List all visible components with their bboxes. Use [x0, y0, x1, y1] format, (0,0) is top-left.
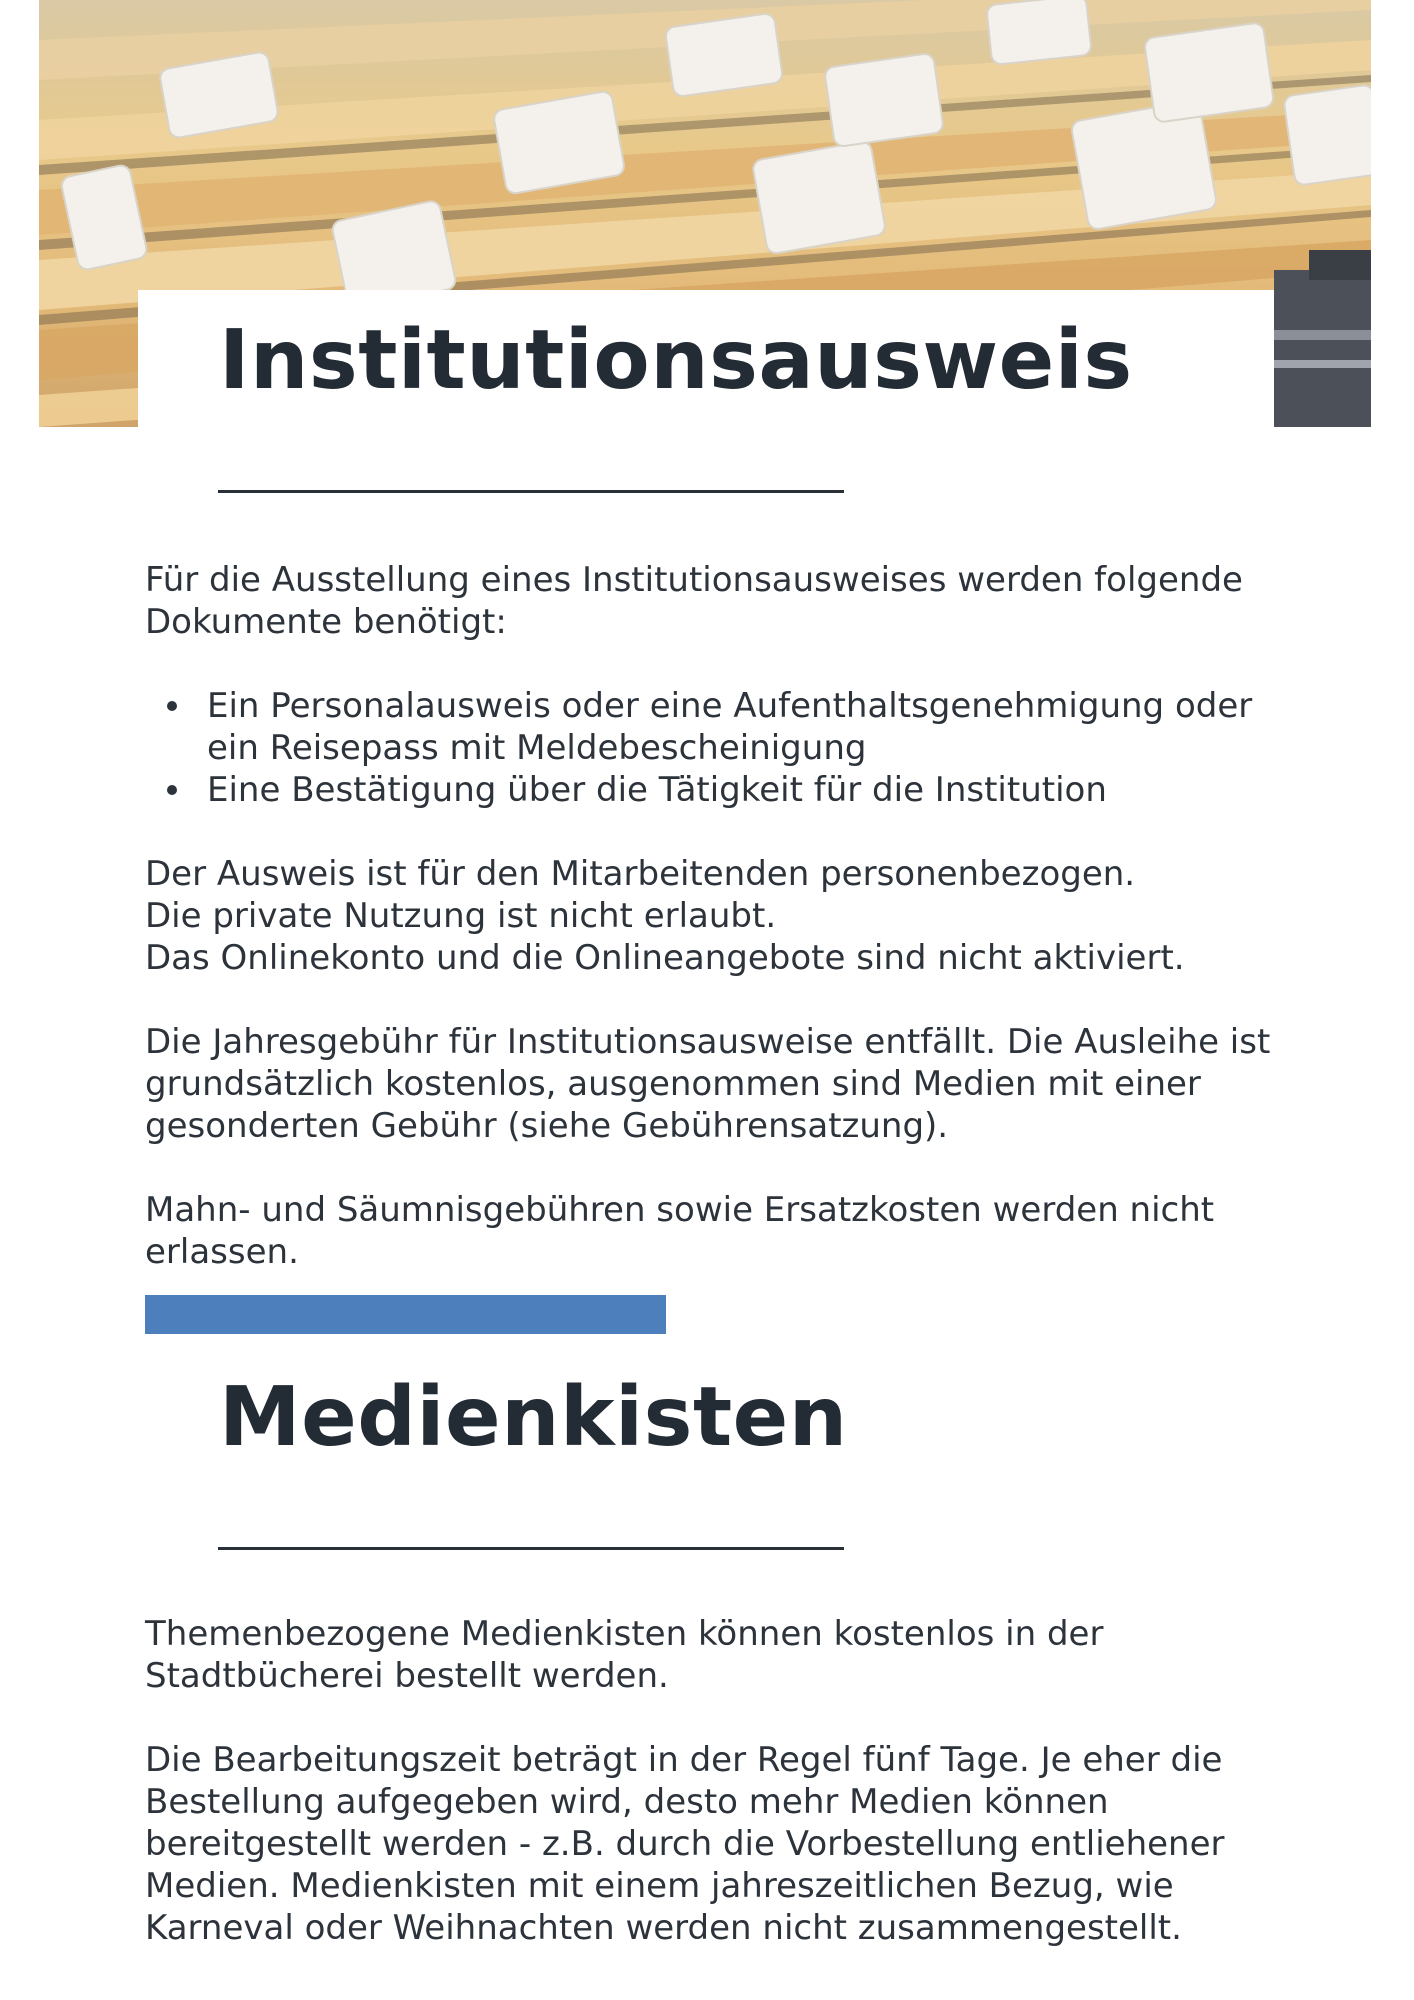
- section-title-institutionsausweis: Institutionsausweis: [219, 313, 1133, 408]
- processing-paragraph: Die Bearbeitungszeit beträgt in der Regel fünf Tage. Je eher die Bestellung aufgegeben wird, desto mehr Medien können bereitgestellt werden - z.B. durch die Vorbestellung entliehener Medien. Medienkisten mit einem jahreszeitlichen Bezug, wie Karneval oder Weihnachten werden nicht zusammengestellt.: [145, 1740, 1225, 1948]
- list-item: Ein Personalausweis oder eine Aufenthaltsgenehmigung oder ein Reisepass mit Meldebescheinigung: [207, 685, 1295, 769]
- accent-bar: [145, 1295, 666, 1334]
- ordering-paragraph: Themenbezogene Medienkisten können kostenlos in der Stadtbücherei bestellt werden.: [145, 1614, 1104, 1696]
- list-item: Eine Bestätigung über die Tätigkeit für die Institution: [207, 769, 1295, 811]
- fees-paragraph: Die Jahresgebühr für Institutionsausweise entfällt. Die Ausleihe ist grundsätzlich kostenlos, ausgenommen sind Medien mit einer gesonderten Gebühr (siehe Gebührensatzung).: [145, 1022, 1271, 1146]
- section-body-institutionsausweis: [145, 559, 1295, 1273]
- title-underline: [218, 490, 844, 493]
- penalties-paragraph: Mahn- und Säumnisgebühren sowie Ersatzkosten werden nicht erlassen.: [145, 1190, 1215, 1272]
- section-body-medienkisten: [145, 1613, 1295, 1949]
- intro-paragraph: Für die Ausstellung eines Institutionsausweises werden folgende Dokumente benötigt:: [145, 560, 1243, 642]
- required-documents-list: [145, 685, 1295, 811]
- usage-line: Das Onlinekonto und die Onlineangebote sind nicht aktiviert.: [145, 938, 1185, 978]
- title-underline: [218, 1547, 844, 1550]
- usage-line: Die private Nutzung ist nicht erlaubt.: [145, 896, 777, 936]
- usage-line: Der Ausweis ist für den Mitarbeitenden personenbezogen.: [145, 854, 1136, 894]
- section-title-medienkisten: Medienkisten: [219, 1370, 848, 1465]
